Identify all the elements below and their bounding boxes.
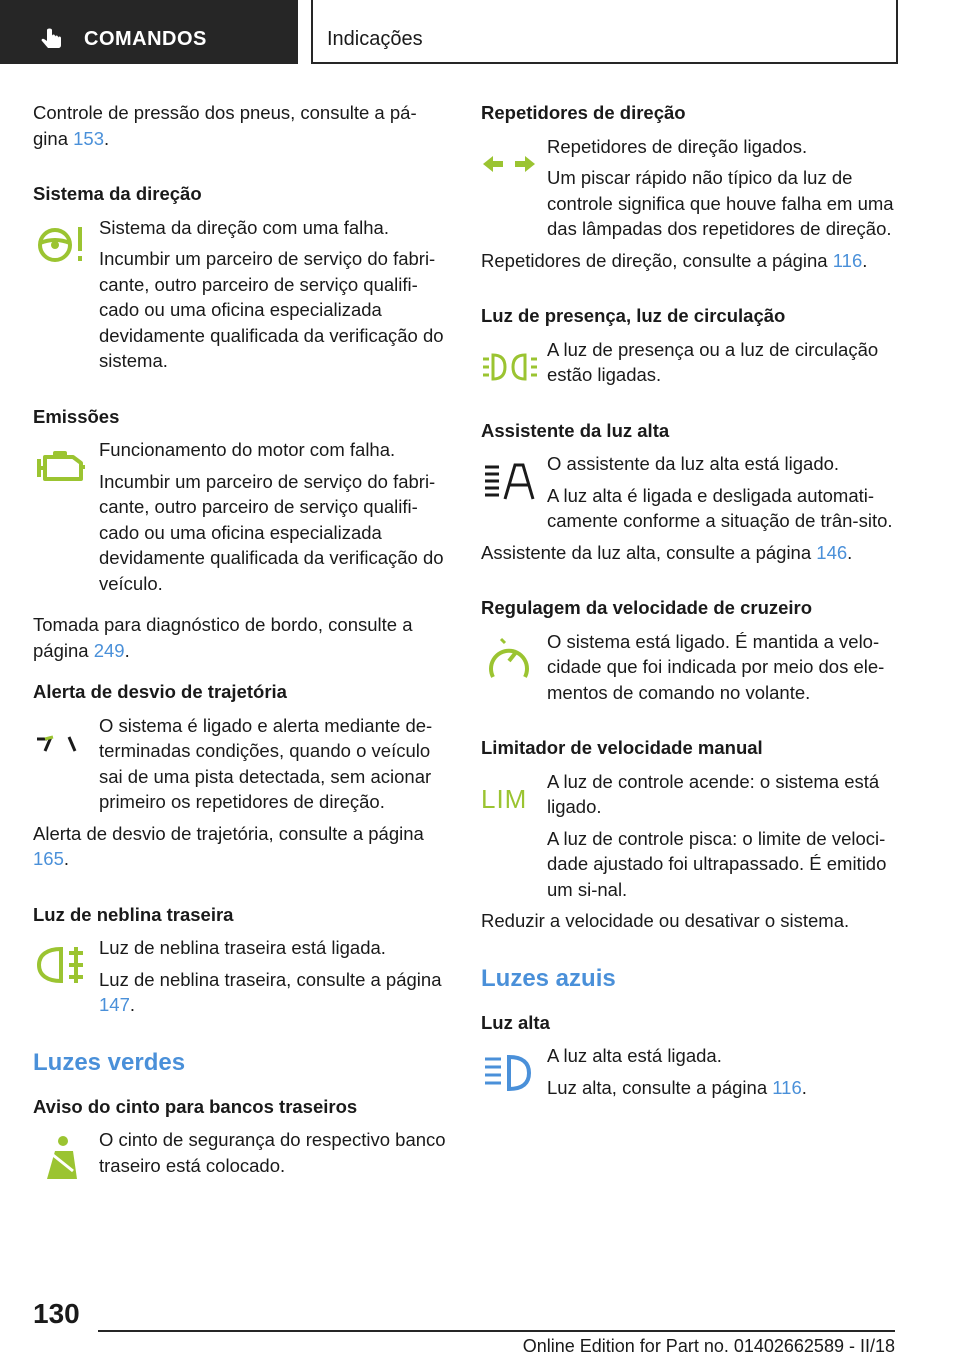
highbeam-heading: Luz alta [481, 1011, 550, 1033]
steering-warning-icon [33, 223, 89, 267]
page-header [0, 0, 960, 66]
speedometer-icon [481, 637, 537, 681]
rear-fog-light-icon [33, 943, 89, 987]
page-link[interactable]: 153 [73, 127, 104, 149]
fog-reference: Luz de neblina traseira, consulte a página 147. [99, 968, 442, 1015]
highbeam-entry: A luz alta está ligada. Luz alta, consulte a página 116. [481, 1043, 897, 1100]
parking-light-icon [481, 345, 537, 389]
steering-entry: Sistema da direção com uma falha. Incumbir um parceiro de serviço do fabri-cante, outro parceiro de serviço qualifi-cado ou uma oficina especializada devidamente qualificada da verificação do sistema. [33, 215, 449, 374]
highbeam-reference: Luz alta, consulte a página 116. [547, 1076, 807, 1098]
turn-heading: Repetidores de direção [481, 102, 686, 123]
belt-entry: O cinto de segurança do respectivo banco traseiro está colocado. [33, 1127, 449, 1178]
page-number: 130 [33, 1298, 80, 1329]
lane-entry: O sistema é ligado e alerta mediante de-terminadas condições, quando o veículo sai de uma pista detectada, sem acionar primeiro os repetidores de direção. [33, 713, 449, 815]
cruise-entry: O sistema está ligado. É mantida a velo-cidade que foi indicada por meio dos ele-mentos de comando no volante. [481, 629, 897, 706]
obd-reference: Tomada para diagnóstico de bordo, consulte a página 249. [33, 614, 413, 661]
turn-reference: Repetidores de direção, consulte a página 116. [481, 249, 868, 271]
highbeam-assist-heading: Assistente da luz alta [481, 419, 670, 441]
page-link[interactable]: 147 [99, 994, 130, 1015]
left-column [33, 100, 449, 1184]
chapter-tab [0, 0, 298, 64]
steering-heading: Sistema da direção [33, 183, 202, 204]
cruise-heading: Regulagem da velocidade de cruzeiro [481, 597, 813, 618]
high-beam-icon [481, 1051, 537, 1095]
lane-departure-icon [33, 721, 89, 765]
chapter-tab-label: COMANDOS [84, 28, 207, 50]
turn-entry: Repetidores de direção ligados. Um piscar rápido não típico da luz de controle significa que houve falha em uma das lâmpadas dos repetidores de direção. [481, 134, 897, 242]
edition-note: Online Edition for Part no. 01402662589 - II/18 [522, 1336, 895, 1356]
belt-heading: Aviso do cinto para bancos traseiros [33, 1095, 358, 1117]
highbeam-assist-icon [481, 459, 537, 503]
right-column: Repetidores de direção Repetidores de direção ligados. Um piscar rápido não típico da luz de controle significa que houve falha em uma das lâmpadas dos repetidores de direção. Repetidores de direção, consulte a página 116. Luz de presença, luz de circulação A luz de presença ou a luz de circulação estão ligadas. Assistente da luz alta O assistente da luz alta está ligado. A luz alta é ligada e desligada automati-camente conforme a situação de trân-sito. Assistente da luz alta, consulte a página 146. Regulagem da velocidade de cruzeiro O sistema está ligado. É mantida a velo-cidade que foi indicada por meio dos ele-mentos de comando no volante. Limitador de velocidade manual LIM A luz de controle acende: o sistema está ligado. A luz de controle pisca: o limite de veloci-dade ajustado foi ultrapassado. É emitido um si-nal. Reduzir a velocidade ou desativar o sistema. Luzes azuis Luz alta A luz alta está ligada. Luz alta, consulte a página 116. [481, 100, 897, 1106]
page-link[interactable]: 116 [772, 1076, 802, 1098]
seatbelt-icon [33, 1135, 89, 1179]
fog-entry: Luz de neblina traseira está ligada. Luz de neblina traseira, consulte a página 147. [33, 935, 449, 1018]
parking-heading: Luz de presença, luz de circulação [481, 305, 786, 326]
emissions-heading: Emissões [33, 405, 120, 427]
lane-reference: Alerta de desvio de trajetória, consulte a página 165. [33, 822, 424, 869]
limiter-icon: LIM [481, 783, 528, 814]
section-tab-label: Indicações [327, 28, 423, 50]
fog-heading: Luz de neblina traseira [33, 903, 234, 925]
limiter-entry: LIM A luz de controle acende: o sistema está ligado. A luz de controle pisca: o limite de veloci-dade ajustado foi ultrapassado. É emitido um si-nal. [481, 770, 887, 900]
page-link[interactable]: 116 [832, 249, 863, 271]
footer-divider [98, 1330, 895, 1332]
hand-pointer-icon [38, 26, 66, 54]
page-link[interactable]: 146 [816, 541, 848, 563]
page-link[interactable]: 249 [93, 639, 125, 661]
parking-entry: A luz de presença ou a luz de circulação estão ligadas. [481, 337, 897, 388]
section-tab [311, 0, 898, 64]
lane-heading: Alerta de desvio de trajetória [33, 681, 287, 702]
turn-signal-icon [481, 142, 537, 186]
page-link[interactable]: 165 [33, 848, 64, 869]
tpms-reference: Controle de pressão dos pneus, consulte a pá-gina 153. [33, 102, 417, 149]
highbeam-assist-reference: Assistente da luz alta, consulte a página 146. [481, 541, 853, 563]
engine-icon [33, 445, 89, 489]
highbeam-assist-entry: O assistente da luz alta está ligado. A luz alta é ligada e desligada automati-camente conforme a situação de trân-sito. [481, 451, 897, 534]
emissions-entry: Funcionamento do motor com falha. Incumbir um parceiro de serviço do fabri-cante, outro parceiro de serviço qualifi-cado ou uma oficina especializada devidamente qualificada da verificação do veículo. [33, 437, 449, 596]
green-lights-heading: Luzes verdes [33, 1048, 186, 1076]
blue-lights-heading: Luzes azuis [481, 964, 616, 992]
limiter-heading: Limitador de velocidade manual [481, 737, 763, 758]
